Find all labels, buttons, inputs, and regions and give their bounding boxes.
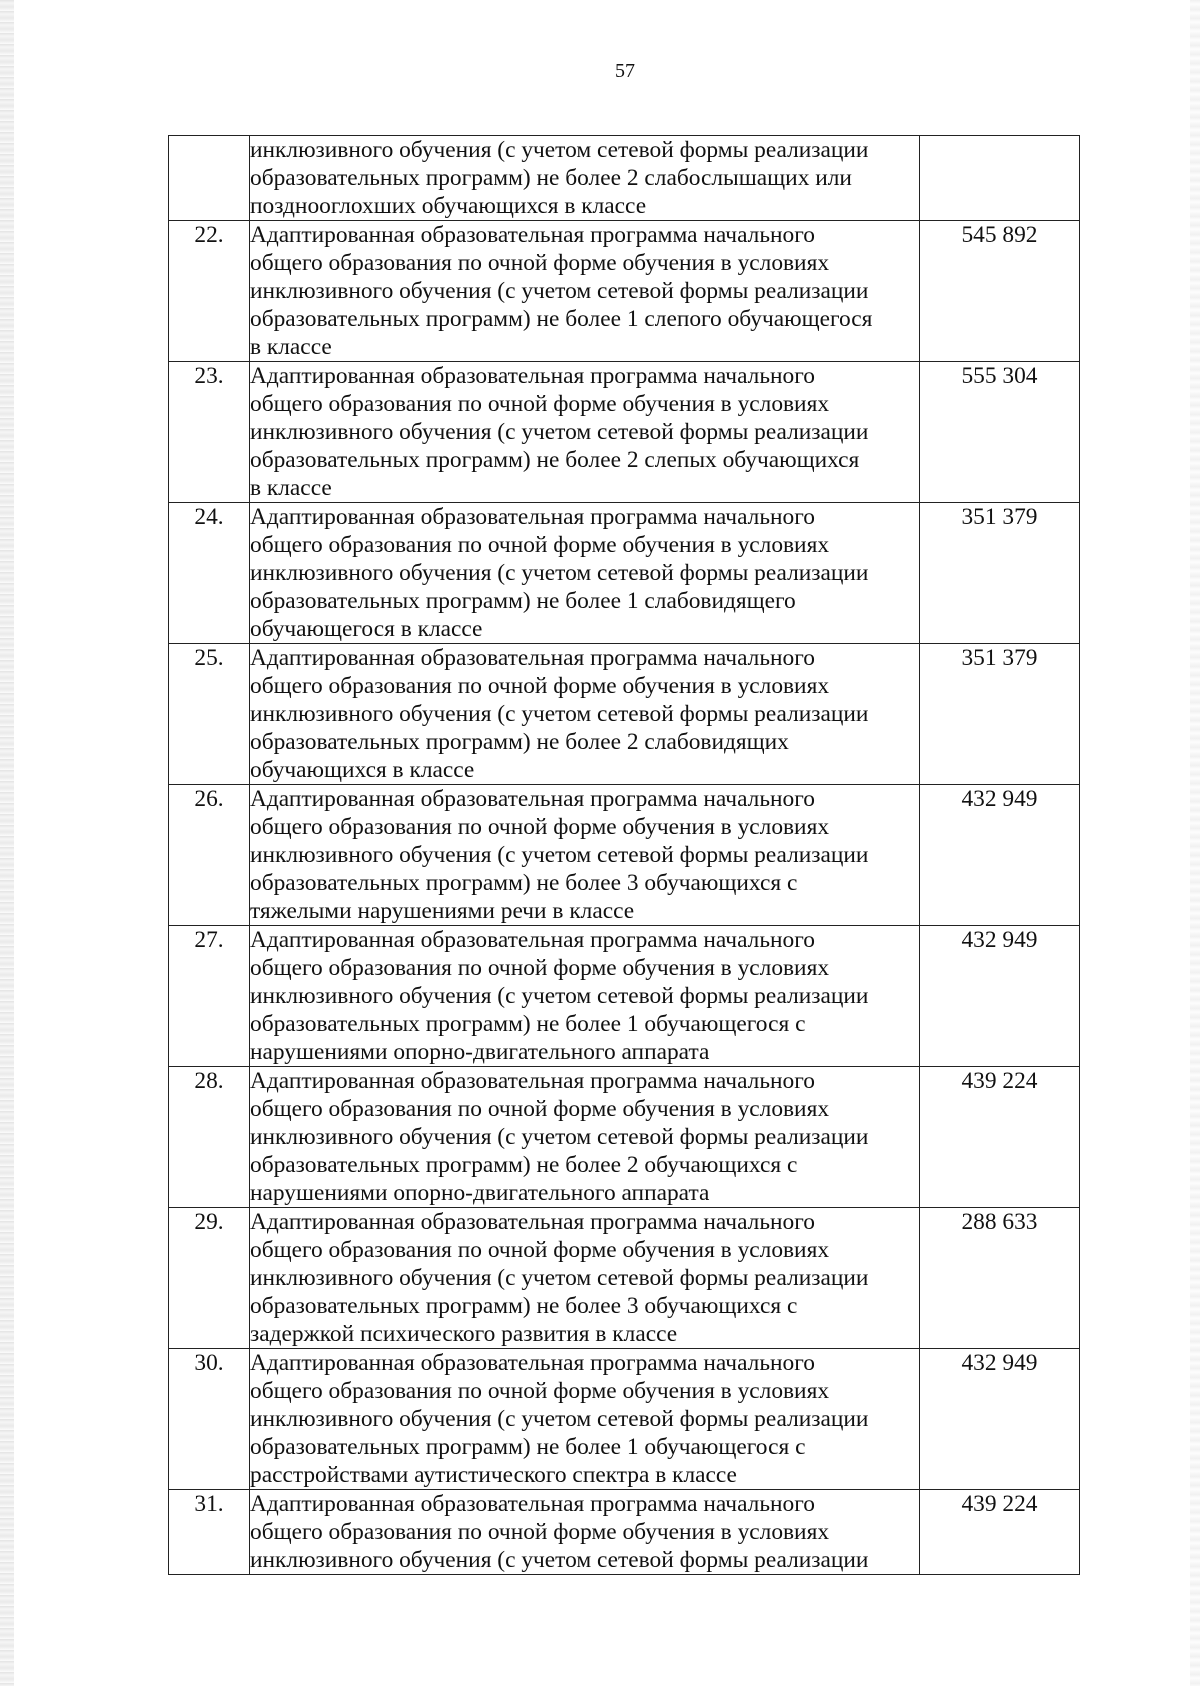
- row-number: 22.: [169, 221, 250, 362]
- description-line: инклюзивного обучения (с учетом сетевой формы реализации: [250, 419, 869, 445]
- description-line: инклюзивного обучения (с учетом сетевой формы реализации: [250, 1265, 869, 1291]
- description-line: образовательных программ) не более 1 обучающегося с: [250, 1011, 806, 1037]
- description-line: Адаптированная образовательная программа начального: [250, 222, 815, 248]
- row-number: [169, 136, 250, 221]
- row-description: [250, 1490, 920, 1575]
- row-value: 439 224: [920, 1490, 1080, 1575]
- row-value: 351 379: [920, 503, 1080, 644]
- row-number: 24.: [169, 503, 250, 644]
- description-line: расстройствами аутистического спектра в классе: [250, 1462, 737, 1488]
- description-line: в классе: [250, 334, 332, 360]
- description-line: инклюзивного обучения (с учетом сетевой формы реализации: [250, 1124, 869, 1150]
- description-line: образовательных программ) не более 1 обучающегося с: [250, 1434, 806, 1460]
- table-row: [169, 1349, 1080, 1490]
- table-row: [169, 1067, 1080, 1208]
- row-value: [920, 136, 1080, 221]
- row-value: 432 949: [920, 1349, 1080, 1490]
- description-line: инклюзивного обучения (с учетом сетевой формы реализации: [250, 1406, 869, 1432]
- description-line: общего образования по очной форме обучения в условиях: [250, 1237, 830, 1263]
- description-line: инклюзивного обучения (с учетом сетевой формы реализации: [250, 560, 869, 586]
- table-body: [169, 136, 1080, 1575]
- description-line: образовательных программ) не более 2 слабовидящих: [250, 729, 789, 755]
- row-description: [250, 221, 920, 362]
- description-line: позднооглохших обучающихся в классе: [250, 193, 647, 219]
- description-line: Адаптированная образовательная программа начального: [250, 1209, 815, 1235]
- scan-edge-right: [1190, 0, 1200, 1686]
- table-row: [169, 926, 1080, 1067]
- description-line: Адаптированная образовательная программа начального: [250, 645, 815, 671]
- table-row: [169, 362, 1080, 503]
- description-line: общего образования по очной форме обучения в условиях: [250, 955, 830, 981]
- description-line: инклюзивного обучения (с учетом сетевой формы реализации: [250, 1547, 869, 1573]
- description-line: образовательных программ) не более 3 обучающихся с: [250, 1293, 798, 1319]
- row-description: [250, 503, 920, 644]
- row-number: 28.: [169, 1067, 250, 1208]
- description-line: инклюзивного обучения (с учетом сетевой формы реализации: [250, 278, 869, 304]
- description-line: образовательных программ) не более 1 слабовидящего: [250, 588, 796, 614]
- page-number: 57: [615, 60, 635, 82]
- row-number: 31.: [169, 1490, 250, 1575]
- description-line: общего образования по очной форме обучения в условиях: [250, 391, 830, 417]
- table-row: [169, 136, 1080, 221]
- description-line: Адаптированная образовательная программа начального: [250, 363, 815, 389]
- row-number: 29.: [169, 1208, 250, 1349]
- normative-cost-table: [168, 135, 1080, 1575]
- table-row: [169, 644, 1080, 785]
- description-line: общего образования по очной форме обучения в условиях: [250, 673, 830, 699]
- description-line: общего образования по очной форме обучения в условиях: [250, 814, 830, 840]
- table-row: [169, 221, 1080, 362]
- row-value: 439 224: [920, 1067, 1080, 1208]
- description-line: общего образования по очной форме обучения в условиях: [250, 250, 830, 276]
- description-line: Адаптированная образовательная программа начального: [250, 927, 815, 953]
- description-line: инклюзивного обучения (с учетом сетевой формы реализации: [250, 701, 869, 727]
- row-number: 27.: [169, 926, 250, 1067]
- description-line: обучающихся в классе: [250, 757, 475, 783]
- description-line: инклюзивного обучения (с учетом сетевой формы реализации: [250, 842, 869, 868]
- table-row: [169, 1490, 1080, 1575]
- row-number: 25.: [169, 644, 250, 785]
- description-line: образовательных программ) не более 3 обучающихся с: [250, 870, 798, 896]
- row-description: [250, 1067, 920, 1208]
- row-description: [250, 1349, 920, 1490]
- row-value: 432 949: [920, 926, 1080, 1067]
- description-line: образовательных программ) не более 2 обучающихся с: [250, 1152, 798, 1178]
- description-line: Адаптированная образовательная программа начального: [250, 1491, 815, 1517]
- description-line: Адаптированная образовательная программа начального: [250, 1068, 815, 1094]
- row-value: 555 304: [920, 362, 1080, 503]
- description-line: образовательных программ) не более 2 слабослышащих или: [250, 165, 852, 191]
- row-description: [250, 644, 920, 785]
- description-line: задержкой психического развития в классе: [250, 1321, 678, 1347]
- row-description: [250, 785, 920, 926]
- row-number: 30.: [169, 1349, 250, 1490]
- row-value: 545 892: [920, 221, 1080, 362]
- description-line: нарушениями опорно-двигательного аппарата: [250, 1039, 710, 1065]
- row-description: [250, 362, 920, 503]
- description-line: обучающегося в классе: [250, 616, 483, 642]
- description-line: образовательных программ) не более 1 слепого обучающегося: [250, 306, 873, 332]
- row-value: 288 633: [920, 1208, 1080, 1349]
- row-number: 23.: [169, 362, 250, 503]
- description-line: инклюзивного обучения (с учетом сетевой формы реализации: [250, 137, 869, 163]
- table-row: [169, 785, 1080, 926]
- scan-edge-left: [0, 0, 14, 1686]
- description-line: образовательных программ) не более 2 слепых обучающихся: [250, 447, 860, 473]
- description-line: общего образования по очной форме обучения в условиях: [250, 1519, 830, 1545]
- description-line: общего образования по очной форме обучения в условиях: [250, 1378, 830, 1404]
- description-line: Адаптированная образовательная программа начального: [250, 786, 815, 812]
- description-line: нарушениями опорно-двигательного аппарата: [250, 1180, 710, 1206]
- row-value: 432 949: [920, 785, 1080, 926]
- table-row: [169, 1208, 1080, 1349]
- row-number: 26.: [169, 785, 250, 926]
- description-line: инклюзивного обучения (с учетом сетевой формы реализации: [250, 983, 869, 1009]
- description-line: общего образования по очной форме обучения в условиях: [250, 532, 830, 558]
- description-line: общего образования по очной форме обучения в условиях: [250, 1096, 830, 1122]
- row-description: [250, 1208, 920, 1349]
- description-line: Адаптированная образовательная программа начального: [250, 1350, 815, 1376]
- row-description: [250, 926, 920, 1067]
- description-line: тяжелыми нарушениями речи в классе: [250, 898, 635, 924]
- description-line: Адаптированная образовательная программа начального: [250, 504, 815, 530]
- row-description: [250, 136, 920, 221]
- description-line: в классе: [250, 475, 332, 501]
- row-value: 351 379: [920, 644, 1080, 785]
- table-row: [169, 503, 1080, 644]
